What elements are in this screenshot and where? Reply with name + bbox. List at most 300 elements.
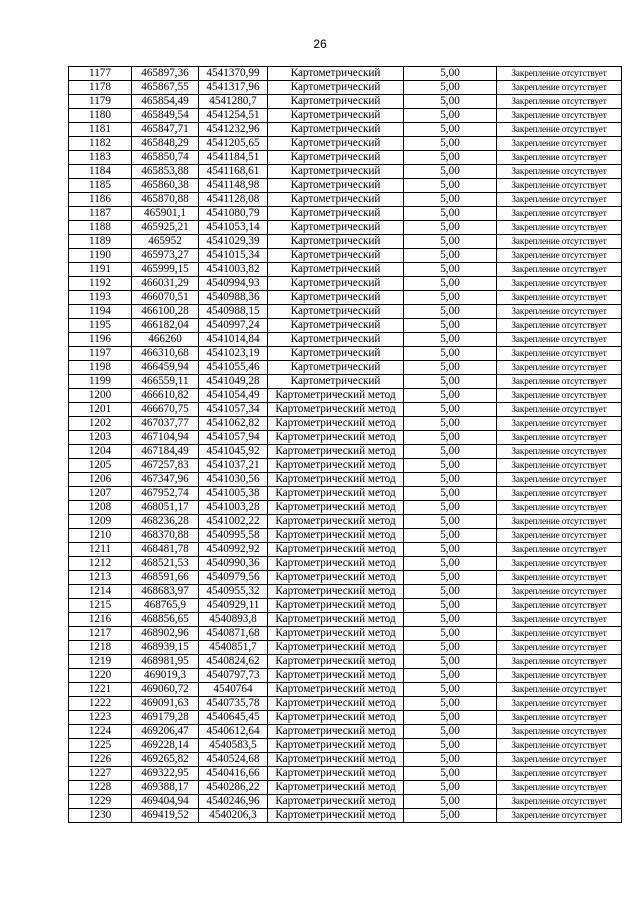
table-row bbox=[69, 67, 622, 81]
marking-description-cell: Закрепление отсутствует bbox=[497, 179, 622, 193]
point-number-cell: 1198 bbox=[69, 361, 132, 375]
y-coordinate-cell: 4540645,45 bbox=[199, 711, 268, 725]
x-coordinate-cell: 469404,94 bbox=[132, 795, 199, 809]
y-coordinate-cell: 4541057,34 bbox=[199, 403, 268, 417]
table-row bbox=[69, 641, 622, 655]
accuracy-cell: 5,00 bbox=[404, 389, 497, 403]
point-number-cell: 1197 bbox=[69, 347, 132, 361]
marking-description-cell: Закрепление отсутствует bbox=[497, 165, 622, 179]
table-row bbox=[69, 487, 622, 501]
point-number-cell: 1213 bbox=[69, 571, 132, 585]
method-cell: Картометрический метод bbox=[268, 739, 404, 753]
method-cell: Картометрический метод bbox=[268, 431, 404, 445]
point-number-cell: 1185 bbox=[69, 179, 132, 193]
y-coordinate-cell: 4541037,21 bbox=[199, 459, 268, 473]
accuracy-cell: 5,00 bbox=[404, 571, 497, 585]
marking-description-cell: Закрепление отсутствует bbox=[497, 123, 622, 137]
x-coordinate-cell: 465850,74 bbox=[132, 151, 199, 165]
point-number-cell: 1215 bbox=[69, 599, 132, 613]
method-cell: Картометрический метод bbox=[268, 683, 404, 697]
x-coordinate-cell: 465897,36 bbox=[132, 67, 199, 81]
y-coordinate-cell: 4541002,22 bbox=[199, 515, 268, 529]
table-row bbox=[69, 207, 622, 221]
x-coordinate-cell: 466260 bbox=[132, 333, 199, 347]
accuracy-cell: 5,00 bbox=[404, 361, 497, 375]
x-coordinate-cell: 465925,21 bbox=[132, 221, 199, 235]
table-row bbox=[69, 431, 622, 445]
table-row bbox=[69, 781, 622, 795]
table-row bbox=[69, 165, 622, 179]
x-coordinate-cell: 465867,55 bbox=[132, 81, 199, 95]
accuracy-cell: 5,00 bbox=[404, 193, 497, 207]
marking-description-cell: Закрепление отсутствует bbox=[497, 585, 622, 599]
table-row bbox=[69, 221, 622, 235]
table-row bbox=[69, 711, 622, 725]
table-row bbox=[69, 361, 622, 375]
marking-description-cell: Закрепление отсутствует bbox=[497, 459, 622, 473]
table-row bbox=[69, 109, 622, 123]
x-coordinate-cell: 469019,3 bbox=[132, 669, 199, 683]
accuracy-cell: 5,00 bbox=[404, 515, 497, 529]
y-coordinate-cell: 4541049,28 bbox=[199, 375, 268, 389]
marking-description-cell: Закрепление отсутствует bbox=[497, 767, 622, 781]
table-row bbox=[69, 459, 622, 473]
accuracy-cell: 5,00 bbox=[404, 543, 497, 557]
table-row bbox=[69, 795, 622, 809]
point-number-cell: 1178 bbox=[69, 81, 132, 95]
point-number-cell: 1223 bbox=[69, 711, 132, 725]
x-coordinate-cell: 465999,15 bbox=[132, 263, 199, 277]
x-coordinate-cell: 466670,75 bbox=[132, 403, 199, 417]
x-coordinate-cell: 468236,28 bbox=[132, 515, 199, 529]
table-row bbox=[69, 669, 622, 683]
y-coordinate-cell: 4540851,7 bbox=[199, 641, 268, 655]
y-coordinate-cell: 4540824,62 bbox=[199, 655, 268, 669]
y-coordinate-cell: 4541168,61 bbox=[199, 165, 268, 179]
x-coordinate-cell: 466610,82 bbox=[132, 389, 199, 403]
marking-description-cell: Закрепление отсутствует bbox=[497, 473, 622, 487]
point-number-cell: 1200 bbox=[69, 389, 132, 403]
y-coordinate-cell: 4540979,56 bbox=[199, 571, 268, 585]
table-row bbox=[69, 501, 622, 515]
table-row bbox=[69, 291, 622, 305]
method-cell: Картометрический метод bbox=[268, 585, 404, 599]
method-cell: Картометрический bbox=[268, 305, 404, 319]
point-number-cell: 1211 bbox=[69, 543, 132, 557]
accuracy-cell: 5,00 bbox=[404, 781, 497, 795]
y-coordinate-cell: 4541054,49 bbox=[199, 389, 268, 403]
point-number-cell: 1207 bbox=[69, 487, 132, 501]
x-coordinate-cell: 467257,83 bbox=[132, 459, 199, 473]
accuracy-cell: 5,00 bbox=[404, 809, 497, 823]
y-coordinate-cell: 4541280,7 bbox=[199, 95, 268, 109]
point-number-cell: 1222 bbox=[69, 697, 132, 711]
method-cell: Картометрический метод bbox=[268, 627, 404, 641]
point-number-cell: 1206 bbox=[69, 473, 132, 487]
method-cell: Картометрический bbox=[268, 375, 404, 389]
method-cell: Картометрический метод bbox=[268, 417, 404, 431]
accuracy-cell: 5,00 bbox=[404, 375, 497, 389]
point-number-cell: 1230 bbox=[69, 809, 132, 823]
table-row bbox=[69, 725, 622, 739]
y-coordinate-cell: 4540797,73 bbox=[199, 669, 268, 683]
table-row bbox=[69, 375, 622, 389]
marking-description-cell: Закрепление отсутствует bbox=[497, 137, 622, 151]
method-cell: Картометрический метод bbox=[268, 613, 404, 627]
accuracy-cell: 5,00 bbox=[404, 305, 497, 319]
x-coordinate-cell: 469091,63 bbox=[132, 697, 199, 711]
method-cell: Картометрический bbox=[268, 109, 404, 123]
marking-description-cell: Закрепление отсутствует bbox=[497, 347, 622, 361]
marking-description-cell: Закрепление отсутствует bbox=[497, 207, 622, 221]
y-coordinate-cell: 4540997,24 bbox=[199, 319, 268, 333]
table-row bbox=[69, 571, 622, 585]
method-cell: Картометрический bbox=[268, 221, 404, 235]
marking-description-cell: Закрепление отсутствует bbox=[497, 417, 622, 431]
method-cell: Картометрический метод bbox=[268, 487, 404, 501]
x-coordinate-cell: 467347,96 bbox=[132, 473, 199, 487]
accuracy-cell: 5,00 bbox=[404, 697, 497, 711]
table-row bbox=[69, 417, 622, 431]
method-cell: Картометрический метод bbox=[268, 725, 404, 739]
point-number-cell: 1184 bbox=[69, 165, 132, 179]
y-coordinate-cell: 4541015,34 bbox=[199, 249, 268, 263]
y-coordinate-cell: 4540286,22 bbox=[199, 781, 268, 795]
method-cell: Картометрический метод bbox=[268, 571, 404, 585]
marking-description-cell: Закрепление отсутствует bbox=[497, 109, 622, 123]
marking-description-cell: Закрепление отсутствует bbox=[497, 263, 622, 277]
accuracy-cell: 5,00 bbox=[404, 487, 497, 501]
method-cell: Картометрический bbox=[268, 123, 404, 137]
y-coordinate-cell: 4540990,36 bbox=[199, 557, 268, 571]
table-row bbox=[69, 249, 622, 263]
y-coordinate-cell: 4540583,5 bbox=[199, 739, 268, 753]
point-number-cell: 1220 bbox=[69, 669, 132, 683]
marking-description-cell: Закрепление отсутствует bbox=[497, 319, 622, 333]
point-number-cell: 1192 bbox=[69, 277, 132, 291]
y-coordinate-cell: 4540988,36 bbox=[199, 291, 268, 305]
point-number-cell: 1191 bbox=[69, 263, 132, 277]
marking-description-cell: Закрепление отсутствует bbox=[497, 305, 622, 319]
method-cell: Картометрический bbox=[268, 165, 404, 179]
table-row bbox=[69, 319, 622, 333]
x-coordinate-cell: 465973,27 bbox=[132, 249, 199, 263]
method-cell: Картометрический bbox=[268, 95, 404, 109]
table-row bbox=[69, 193, 622, 207]
x-coordinate-cell: 469179,28 bbox=[132, 711, 199, 725]
marking-description-cell: Закрепление отсутствует bbox=[497, 781, 622, 795]
method-cell: Картометрический метод bbox=[268, 809, 404, 823]
method-cell: Картометрический метод bbox=[268, 655, 404, 669]
marking-description-cell: Закрепление отсутствует bbox=[497, 683, 622, 697]
x-coordinate-cell: 467184,49 bbox=[132, 445, 199, 459]
point-number-cell: 1225 bbox=[69, 739, 132, 753]
method-cell: Картометрический метод bbox=[268, 515, 404, 529]
table-row bbox=[69, 151, 622, 165]
method-cell: Картометрический метод bbox=[268, 445, 404, 459]
x-coordinate-cell: 465848,29 bbox=[132, 137, 199, 151]
y-coordinate-cell: 4540206,3 bbox=[199, 809, 268, 823]
marking-description-cell: Закрепление отсутствует bbox=[497, 571, 622, 585]
x-coordinate-cell: 465847,71 bbox=[132, 123, 199, 137]
point-number-cell: 1190 bbox=[69, 249, 132, 263]
accuracy-cell: 5,00 bbox=[404, 641, 497, 655]
table-row bbox=[69, 403, 622, 417]
point-number-cell: 1216 bbox=[69, 613, 132, 627]
coordinates-table bbox=[68, 66, 622, 823]
y-coordinate-cell: 4541003,28 bbox=[199, 501, 268, 515]
accuracy-cell: 5,00 bbox=[404, 767, 497, 781]
x-coordinate-cell: 469265,82 bbox=[132, 753, 199, 767]
method-cell: Картометрический метод bbox=[268, 403, 404, 417]
y-coordinate-cell: 4540524,68 bbox=[199, 753, 268, 767]
marking-description-cell: Закрепление отсутствует bbox=[497, 599, 622, 613]
x-coordinate-cell: 468370,88 bbox=[132, 529, 199, 543]
y-coordinate-cell: 4541005,38 bbox=[199, 487, 268, 501]
marking-description-cell: Закрепление отсутствует bbox=[497, 67, 622, 81]
y-coordinate-cell: 4540735,78 bbox=[199, 697, 268, 711]
y-coordinate-cell: 4540955,32 bbox=[199, 585, 268, 599]
point-number-cell: 1202 bbox=[69, 417, 132, 431]
marking-description-cell: Закрепление отсутствует bbox=[497, 375, 622, 389]
table-row bbox=[69, 95, 622, 109]
method-cell: Картометрический bbox=[268, 361, 404, 375]
method-cell: Картометрический bbox=[268, 291, 404, 305]
table-row bbox=[69, 347, 622, 361]
point-number-cell: 1181 bbox=[69, 123, 132, 137]
point-number-cell: 1183 bbox=[69, 151, 132, 165]
accuracy-cell: 5,00 bbox=[404, 95, 497, 109]
marking-description-cell: Закрепление отсутствует bbox=[497, 81, 622, 95]
table-row bbox=[69, 683, 622, 697]
accuracy-cell: 5,00 bbox=[404, 249, 497, 263]
point-number-cell: 1208 bbox=[69, 501, 132, 515]
accuracy-cell: 5,00 bbox=[404, 403, 497, 417]
accuracy-cell: 5,00 bbox=[404, 753, 497, 767]
point-number-cell: 1203 bbox=[69, 431, 132, 445]
point-number-cell: 1229 bbox=[69, 795, 132, 809]
marking-description-cell: Закрепление отсутствует bbox=[497, 193, 622, 207]
point-number-cell: 1214 bbox=[69, 585, 132, 599]
accuracy-cell: 5,00 bbox=[404, 431, 497, 445]
marking-description-cell: Закрепление отсутствует bbox=[497, 249, 622, 263]
y-coordinate-cell: 4541254,51 bbox=[199, 109, 268, 123]
table-row bbox=[69, 263, 622, 277]
accuracy-cell: 5,00 bbox=[404, 235, 497, 249]
marking-description-cell: Закрепление отсутствует bbox=[497, 739, 622, 753]
method-cell: Картометрический bbox=[268, 151, 404, 165]
y-coordinate-cell: 4541232,96 bbox=[199, 123, 268, 137]
table-row bbox=[69, 767, 622, 781]
table-row bbox=[69, 389, 622, 403]
x-coordinate-cell: 468981,95 bbox=[132, 655, 199, 669]
marking-description-cell: Закрепление отсутствует bbox=[497, 557, 622, 571]
y-coordinate-cell: 4541148,98 bbox=[199, 179, 268, 193]
x-coordinate-cell: 468051,17 bbox=[132, 501, 199, 515]
table-row bbox=[69, 739, 622, 753]
table-row bbox=[69, 277, 622, 291]
table-row bbox=[69, 235, 622, 249]
marking-description-cell: Закрепление отсутствует bbox=[497, 291, 622, 305]
accuracy-cell: 5,00 bbox=[404, 739, 497, 753]
method-cell: Картометрический метод bbox=[268, 641, 404, 655]
page-number: 26 bbox=[313, 37, 327, 51]
accuracy-cell: 5,00 bbox=[404, 277, 497, 291]
y-coordinate-cell: 4541003,82 bbox=[199, 263, 268, 277]
x-coordinate-cell: 468765,9 bbox=[132, 599, 199, 613]
marking-description-cell: Закрепление отсутствует bbox=[497, 221, 622, 235]
point-number-cell: 1189 bbox=[69, 235, 132, 249]
accuracy-cell: 5,00 bbox=[404, 137, 497, 151]
table-row bbox=[69, 333, 622, 347]
method-cell: Картометрический метод bbox=[268, 795, 404, 809]
y-coordinate-cell: 4540893,8 bbox=[199, 613, 268, 627]
table-row bbox=[69, 753, 622, 767]
x-coordinate-cell: 468902,96 bbox=[132, 627, 199, 641]
x-coordinate-cell: 466310,68 bbox=[132, 347, 199, 361]
x-coordinate-cell: 466459,94 bbox=[132, 361, 199, 375]
point-number-cell: 1227 bbox=[69, 767, 132, 781]
point-number-cell: 1205 bbox=[69, 459, 132, 473]
accuracy-cell: 5,00 bbox=[404, 319, 497, 333]
x-coordinate-cell: 466070,51 bbox=[132, 291, 199, 305]
accuracy-cell: 5,00 bbox=[404, 613, 497, 627]
x-coordinate-cell: 465854,49 bbox=[132, 95, 199, 109]
point-number-cell: 1180 bbox=[69, 109, 132, 123]
x-coordinate-cell: 469419,52 bbox=[132, 809, 199, 823]
method-cell: Картометрический метод bbox=[268, 459, 404, 473]
y-coordinate-cell: 4540995,58 bbox=[199, 529, 268, 543]
method-cell: Картометрический метод bbox=[268, 557, 404, 571]
table-row bbox=[69, 655, 622, 669]
marking-description-cell: Закрепление отсутствует bbox=[497, 151, 622, 165]
x-coordinate-cell: 467952,74 bbox=[132, 487, 199, 501]
x-coordinate-cell: 468521,53 bbox=[132, 557, 199, 571]
point-number-cell: 1195 bbox=[69, 319, 132, 333]
accuracy-cell: 5,00 bbox=[404, 473, 497, 487]
x-coordinate-cell: 468856,65 bbox=[132, 613, 199, 627]
x-coordinate-cell: 465853,88 bbox=[132, 165, 199, 179]
accuracy-cell: 5,00 bbox=[404, 67, 497, 81]
table-row bbox=[69, 627, 622, 641]
x-coordinate-cell: 466031,29 bbox=[132, 277, 199, 291]
y-coordinate-cell: 4541080,79 bbox=[199, 207, 268, 221]
marking-description-cell: Закрепление отсутствует bbox=[497, 515, 622, 529]
x-coordinate-cell: 465901,1 bbox=[132, 207, 199, 221]
point-number-cell: 1196 bbox=[69, 333, 132, 347]
table-row bbox=[69, 137, 622, 151]
accuracy-cell: 5,00 bbox=[404, 445, 497, 459]
accuracy-cell: 5,00 bbox=[404, 417, 497, 431]
y-coordinate-cell: 4541128,08 bbox=[199, 193, 268, 207]
accuracy-cell: 5,00 bbox=[404, 207, 497, 221]
method-cell: Картометрический bbox=[268, 67, 404, 81]
x-coordinate-cell: 468591,66 bbox=[132, 571, 199, 585]
accuracy-cell: 5,00 bbox=[404, 109, 497, 123]
point-number-cell: 1201 bbox=[69, 403, 132, 417]
marking-description-cell: Закрепление отсутствует bbox=[497, 753, 622, 767]
y-coordinate-cell: 4541062,82 bbox=[199, 417, 268, 431]
table-row bbox=[69, 305, 622, 319]
method-cell: Картометрический bbox=[268, 249, 404, 263]
accuracy-cell: 5,00 bbox=[404, 557, 497, 571]
y-coordinate-cell: 4541205,65 bbox=[199, 137, 268, 151]
marking-description-cell: Закрепление отсутствует bbox=[497, 445, 622, 459]
table-row bbox=[69, 613, 622, 627]
y-coordinate-cell: 4541053,14 bbox=[199, 221, 268, 235]
marking-description-cell: Закрепление отсутствует bbox=[497, 725, 622, 739]
accuracy-cell: 5,00 bbox=[404, 459, 497, 473]
accuracy-cell: 5,00 bbox=[404, 585, 497, 599]
marking-description-cell: Закрепление отсутствует bbox=[497, 543, 622, 557]
table-row bbox=[69, 529, 622, 543]
y-coordinate-cell: 4541317,96 bbox=[199, 81, 268, 95]
x-coordinate-cell: 469388,17 bbox=[132, 781, 199, 795]
method-cell: Картометрический метод bbox=[268, 753, 404, 767]
y-coordinate-cell: 4541045,92 bbox=[199, 445, 268, 459]
point-number-cell: 1193 bbox=[69, 291, 132, 305]
method-cell: Картометрический метод bbox=[268, 599, 404, 613]
accuracy-cell: 5,00 bbox=[404, 655, 497, 669]
accuracy-cell: 5,00 bbox=[404, 627, 497, 641]
method-cell: Картометрический метод bbox=[268, 473, 404, 487]
marking-description-cell: Закрепление отсутствует bbox=[497, 95, 622, 109]
accuracy-cell: 5,00 bbox=[404, 683, 497, 697]
marking-description-cell: Закрепление отсутствует bbox=[497, 361, 622, 375]
point-number-cell: 1179 bbox=[69, 95, 132, 109]
table-row bbox=[69, 809, 622, 823]
table-row bbox=[69, 179, 622, 193]
x-coordinate-cell: 469206,47 bbox=[132, 725, 199, 739]
accuracy-cell: 5,00 bbox=[404, 291, 497, 305]
marking-description-cell: Закрепление отсутствует bbox=[497, 501, 622, 515]
marking-description-cell: Закрепление отсутствует bbox=[497, 627, 622, 641]
marking-description-cell: Закрепление отсутствует bbox=[497, 389, 622, 403]
point-number-cell: 1212 bbox=[69, 557, 132, 571]
table-row bbox=[69, 585, 622, 599]
table-row bbox=[69, 473, 622, 487]
accuracy-cell: 5,00 bbox=[404, 221, 497, 235]
point-number-cell: 1228 bbox=[69, 781, 132, 795]
y-coordinate-cell: 4540994,93 bbox=[199, 277, 268, 291]
marking-description-cell: Закрепление отсутствует bbox=[497, 235, 622, 249]
accuracy-cell: 5,00 bbox=[404, 347, 497, 361]
x-coordinate-cell: 467037,77 bbox=[132, 417, 199, 431]
x-coordinate-cell: 465870,88 bbox=[132, 193, 199, 207]
marking-description-cell: Закрепление отсутствует bbox=[497, 795, 622, 809]
method-cell: Картометрический bbox=[268, 179, 404, 193]
accuracy-cell: 5,00 bbox=[404, 151, 497, 165]
y-coordinate-cell: 4541030,56 bbox=[199, 473, 268, 487]
method-cell: Картометрический bbox=[268, 235, 404, 249]
x-coordinate-cell: 467104,94 bbox=[132, 431, 199, 445]
x-coordinate-cell: 469228,14 bbox=[132, 739, 199, 753]
x-coordinate-cell: 466559,11 bbox=[132, 375, 199, 389]
point-number-cell: 1186 bbox=[69, 193, 132, 207]
accuracy-cell: 5,00 bbox=[404, 669, 497, 683]
x-coordinate-cell: 465952 bbox=[132, 235, 199, 249]
y-coordinate-cell: 4541055,46 bbox=[199, 361, 268, 375]
point-number-cell: 1218 bbox=[69, 641, 132, 655]
method-cell: Картометрический метод bbox=[268, 501, 404, 515]
accuracy-cell: 5,00 bbox=[404, 501, 497, 515]
method-cell: Картометрический метод bbox=[268, 669, 404, 683]
x-coordinate-cell: 465849,54 bbox=[132, 109, 199, 123]
method-cell: Картометрический метод bbox=[268, 389, 404, 403]
method-cell: Картометрический метод bbox=[268, 529, 404, 543]
y-coordinate-cell: 4541023,19 bbox=[199, 347, 268, 361]
point-number-cell: 1221 bbox=[69, 683, 132, 697]
